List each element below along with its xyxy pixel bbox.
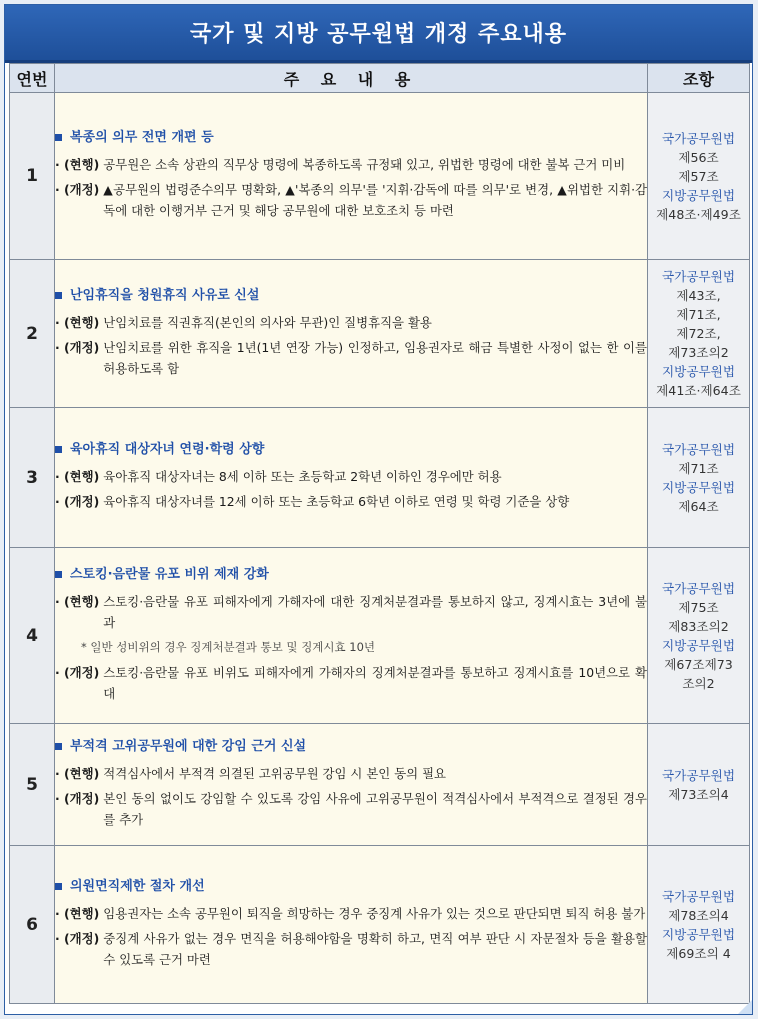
table-row xyxy=(10,724,750,846)
table-header-row xyxy=(10,64,750,93)
row-heading-text: 의원면직제한 절차 개선 xyxy=(70,878,205,894)
content-item xyxy=(55,466,647,487)
row-heading-text: 육아휴직 대상자녀 연령·학령 상향 xyxy=(70,442,265,457)
law-name: 국가공무원법 xyxy=(662,441,735,457)
corner-decoration xyxy=(738,1000,752,1014)
footnote: * 일반 성비위의 경우 징계처분결과 통보 및 징계시효 10년 xyxy=(81,639,376,654)
row-content xyxy=(55,846,648,1004)
item-label: · (개정) xyxy=(55,494,100,509)
content-item xyxy=(55,312,647,333)
square-bullet-icon xyxy=(55,134,62,141)
row-heading xyxy=(55,439,647,460)
header-no: 연번 xyxy=(10,64,55,93)
table-row xyxy=(10,260,750,408)
row-number: 6 xyxy=(10,846,55,1004)
item-text: ▲공무원의 법령준수의무 명확화, ▲'복종의 의무'를 '지휘·감독에 따를 의무'로 변경, ▲위법한 지휘·감독에 대한 이행거부 근거 및 해당 공무원에 대한 보호조치 등 마련 xyxy=(103,182,647,218)
row-content xyxy=(55,260,648,408)
table-body xyxy=(10,93,750,1004)
law-article: 제71조 xyxy=(678,460,719,476)
law-article: 제78조의4 xyxy=(668,907,729,923)
row-heading-text: 복종의 의무 전면 개편 등 xyxy=(70,130,214,145)
law-article: 조의2 xyxy=(682,675,715,691)
row-content xyxy=(55,548,648,724)
row-heading xyxy=(55,564,647,585)
item-label: · (현행) xyxy=(55,905,100,921)
page-title: 국가 및 지방 공무원법 개정 주요내용 xyxy=(5,5,752,63)
law-article: 제83조의2 xyxy=(668,618,729,634)
item-text: 임용권자는 소속 공무원이 퇴직을 희망하는 경우 중징계 사유가 있는 것으로 판단되면 퇴직 허용 불가 xyxy=(103,905,646,921)
law-article: 제75조 xyxy=(678,599,719,615)
square-bullet-icon xyxy=(55,571,62,578)
row-law-reference xyxy=(648,846,750,1004)
law-name: 지방공무원법 xyxy=(662,926,735,942)
content-item xyxy=(55,154,647,175)
law-article: 제73조의4 xyxy=(668,786,729,802)
law-name: 지방공무원법 xyxy=(662,637,735,653)
content-item xyxy=(55,788,647,830)
law-name: 국가공무원법 xyxy=(662,888,735,904)
content-item xyxy=(55,337,647,379)
item-text: 스토킹·음란물 유포 피해자에게 가해자에 대한 징계처분결과를 통보하지 않고, 징계시효는 3년에 불과 xyxy=(103,593,647,630)
row-content xyxy=(55,93,648,260)
item-label: · (현행) xyxy=(55,314,100,330)
item-text: 난임치료를 위한 휴직을 1년(1년 연장 가능) 인정하고, 임용권자로 해금 특별한 사정이 없는 한 이를 허용하도록 함 xyxy=(103,339,647,376)
law-name: 국가공무원법 xyxy=(662,130,735,146)
row-law-reference xyxy=(648,408,750,548)
document-frame xyxy=(4,4,753,1015)
law-article: 제57조 xyxy=(678,168,719,184)
item-text: 적격심사에서 부적격 의결된 고위공무원 강임 시 본인 동의 필요 xyxy=(103,765,447,781)
table-row xyxy=(10,548,750,724)
law-article: 제67조제73 xyxy=(664,656,733,672)
square-bullet-icon xyxy=(55,446,62,453)
amendment-table xyxy=(9,63,750,1004)
law-article: 제71조, xyxy=(676,307,721,322)
row-number: 5 xyxy=(10,724,55,846)
row-law-reference xyxy=(648,548,750,724)
content-item xyxy=(55,928,647,970)
row-heading xyxy=(55,127,647,148)
item-label: · (개정) xyxy=(55,339,100,355)
law-name: 지방공무원법 xyxy=(662,364,735,379)
item-text: 중징계 사유가 없는 경우 면직을 허용해야함을 명확히 하고, 면직 여부 판단 시 자문절차 등을 활용할 수 있도록 근거 마련 xyxy=(103,930,647,967)
item-label: · (현행) xyxy=(55,765,100,781)
item-label: · (현행) xyxy=(55,157,100,172)
square-bullet-icon xyxy=(55,883,62,890)
law-name: 국가공무원법 xyxy=(662,269,735,284)
law-name: 국가공무원법 xyxy=(662,580,735,596)
row-heading xyxy=(55,736,647,757)
law-article: 제73조의2 xyxy=(668,345,729,360)
item-label: · (개정) xyxy=(55,664,100,680)
item-label: · (개정) xyxy=(55,182,100,197)
law-article: 제41조·제64조 xyxy=(656,383,741,398)
content-item xyxy=(55,903,647,924)
law-article: 제72조, xyxy=(676,326,721,341)
content-item xyxy=(55,763,647,784)
row-law-reference xyxy=(648,93,750,260)
law-article: 제48조·제49조 xyxy=(656,206,741,222)
square-bullet-icon xyxy=(55,743,62,750)
row-content xyxy=(55,408,648,548)
content-item xyxy=(55,179,647,221)
law-article: 제43조, xyxy=(676,288,721,303)
item-text: 스토킹·음란물 유포 비위도 피해자에게 가해자의 징계처분결과를 통보하고 징계시효를 10년으로 확대 xyxy=(103,664,647,701)
row-number: 1 xyxy=(10,93,55,260)
square-bullet-icon xyxy=(55,292,62,299)
row-heading-text: 난임휴직을 청원휴직 사유로 신설 xyxy=(70,287,260,303)
table-row xyxy=(10,93,750,260)
law-name: 지방공무원법 xyxy=(662,187,735,203)
item-label: · (현행) xyxy=(55,593,100,609)
row-heading-text: 스토킹·음란물 유포 비위 제재 강화 xyxy=(70,566,269,582)
law-name: 지방공무원법 xyxy=(662,479,735,495)
item-label: · (현행) xyxy=(55,469,100,484)
item-text: 공무원은 소속 상관의 직무상 명령에 복종하도록 규정돼 있고, 위법한 명령에 대한 불복 근거 미비 xyxy=(103,157,626,172)
item-text: 본인 동의 없이도 강임할 수 있도록 강임 사유에 고위공무원이 적격심사에서 부적격으로 결정된 경우를 추가 xyxy=(103,790,647,827)
item-label: · (개정) xyxy=(55,930,100,946)
item-label: · (개정) xyxy=(55,790,100,806)
row-heading xyxy=(55,876,647,897)
row-number: 2 xyxy=(10,260,55,408)
item-text: 난임치료를 직권휴직(본인의 의사와 무관)인 질병휴직을 활용 xyxy=(103,314,432,330)
row-number: 3 xyxy=(10,408,55,548)
law-article: 제69조의 4 xyxy=(666,945,731,961)
row-number: 4 xyxy=(10,548,55,724)
table-row xyxy=(10,408,750,548)
row-heading-text: 부적격 고위공무원에 대한 강임 근거 신설 xyxy=(70,738,307,754)
content-item xyxy=(55,662,647,704)
law-article: 제56조 xyxy=(678,149,719,165)
law-article: 제64조 xyxy=(678,498,719,514)
law-name: 국가공무원법 xyxy=(662,767,735,783)
item-text: 육아휴직 대상자녀는 8세 이하 또는 초등학교 2학년 이하인 경우에만 허용 xyxy=(103,469,502,484)
content-item xyxy=(55,491,647,512)
item-text: 육아휴직 대상자녀를 12세 이하 또는 초등학교 6학년 이하로 연령 및 학령 기준을 상향 xyxy=(103,494,570,509)
row-law-reference xyxy=(648,260,750,408)
table-row xyxy=(10,846,750,1004)
row-law-reference xyxy=(648,724,750,846)
row-content xyxy=(55,724,648,846)
header-law: 조항 xyxy=(648,64,750,93)
header-content: 주 요 내 용 xyxy=(55,64,648,93)
content-item xyxy=(55,591,647,633)
row-heading xyxy=(55,285,647,306)
